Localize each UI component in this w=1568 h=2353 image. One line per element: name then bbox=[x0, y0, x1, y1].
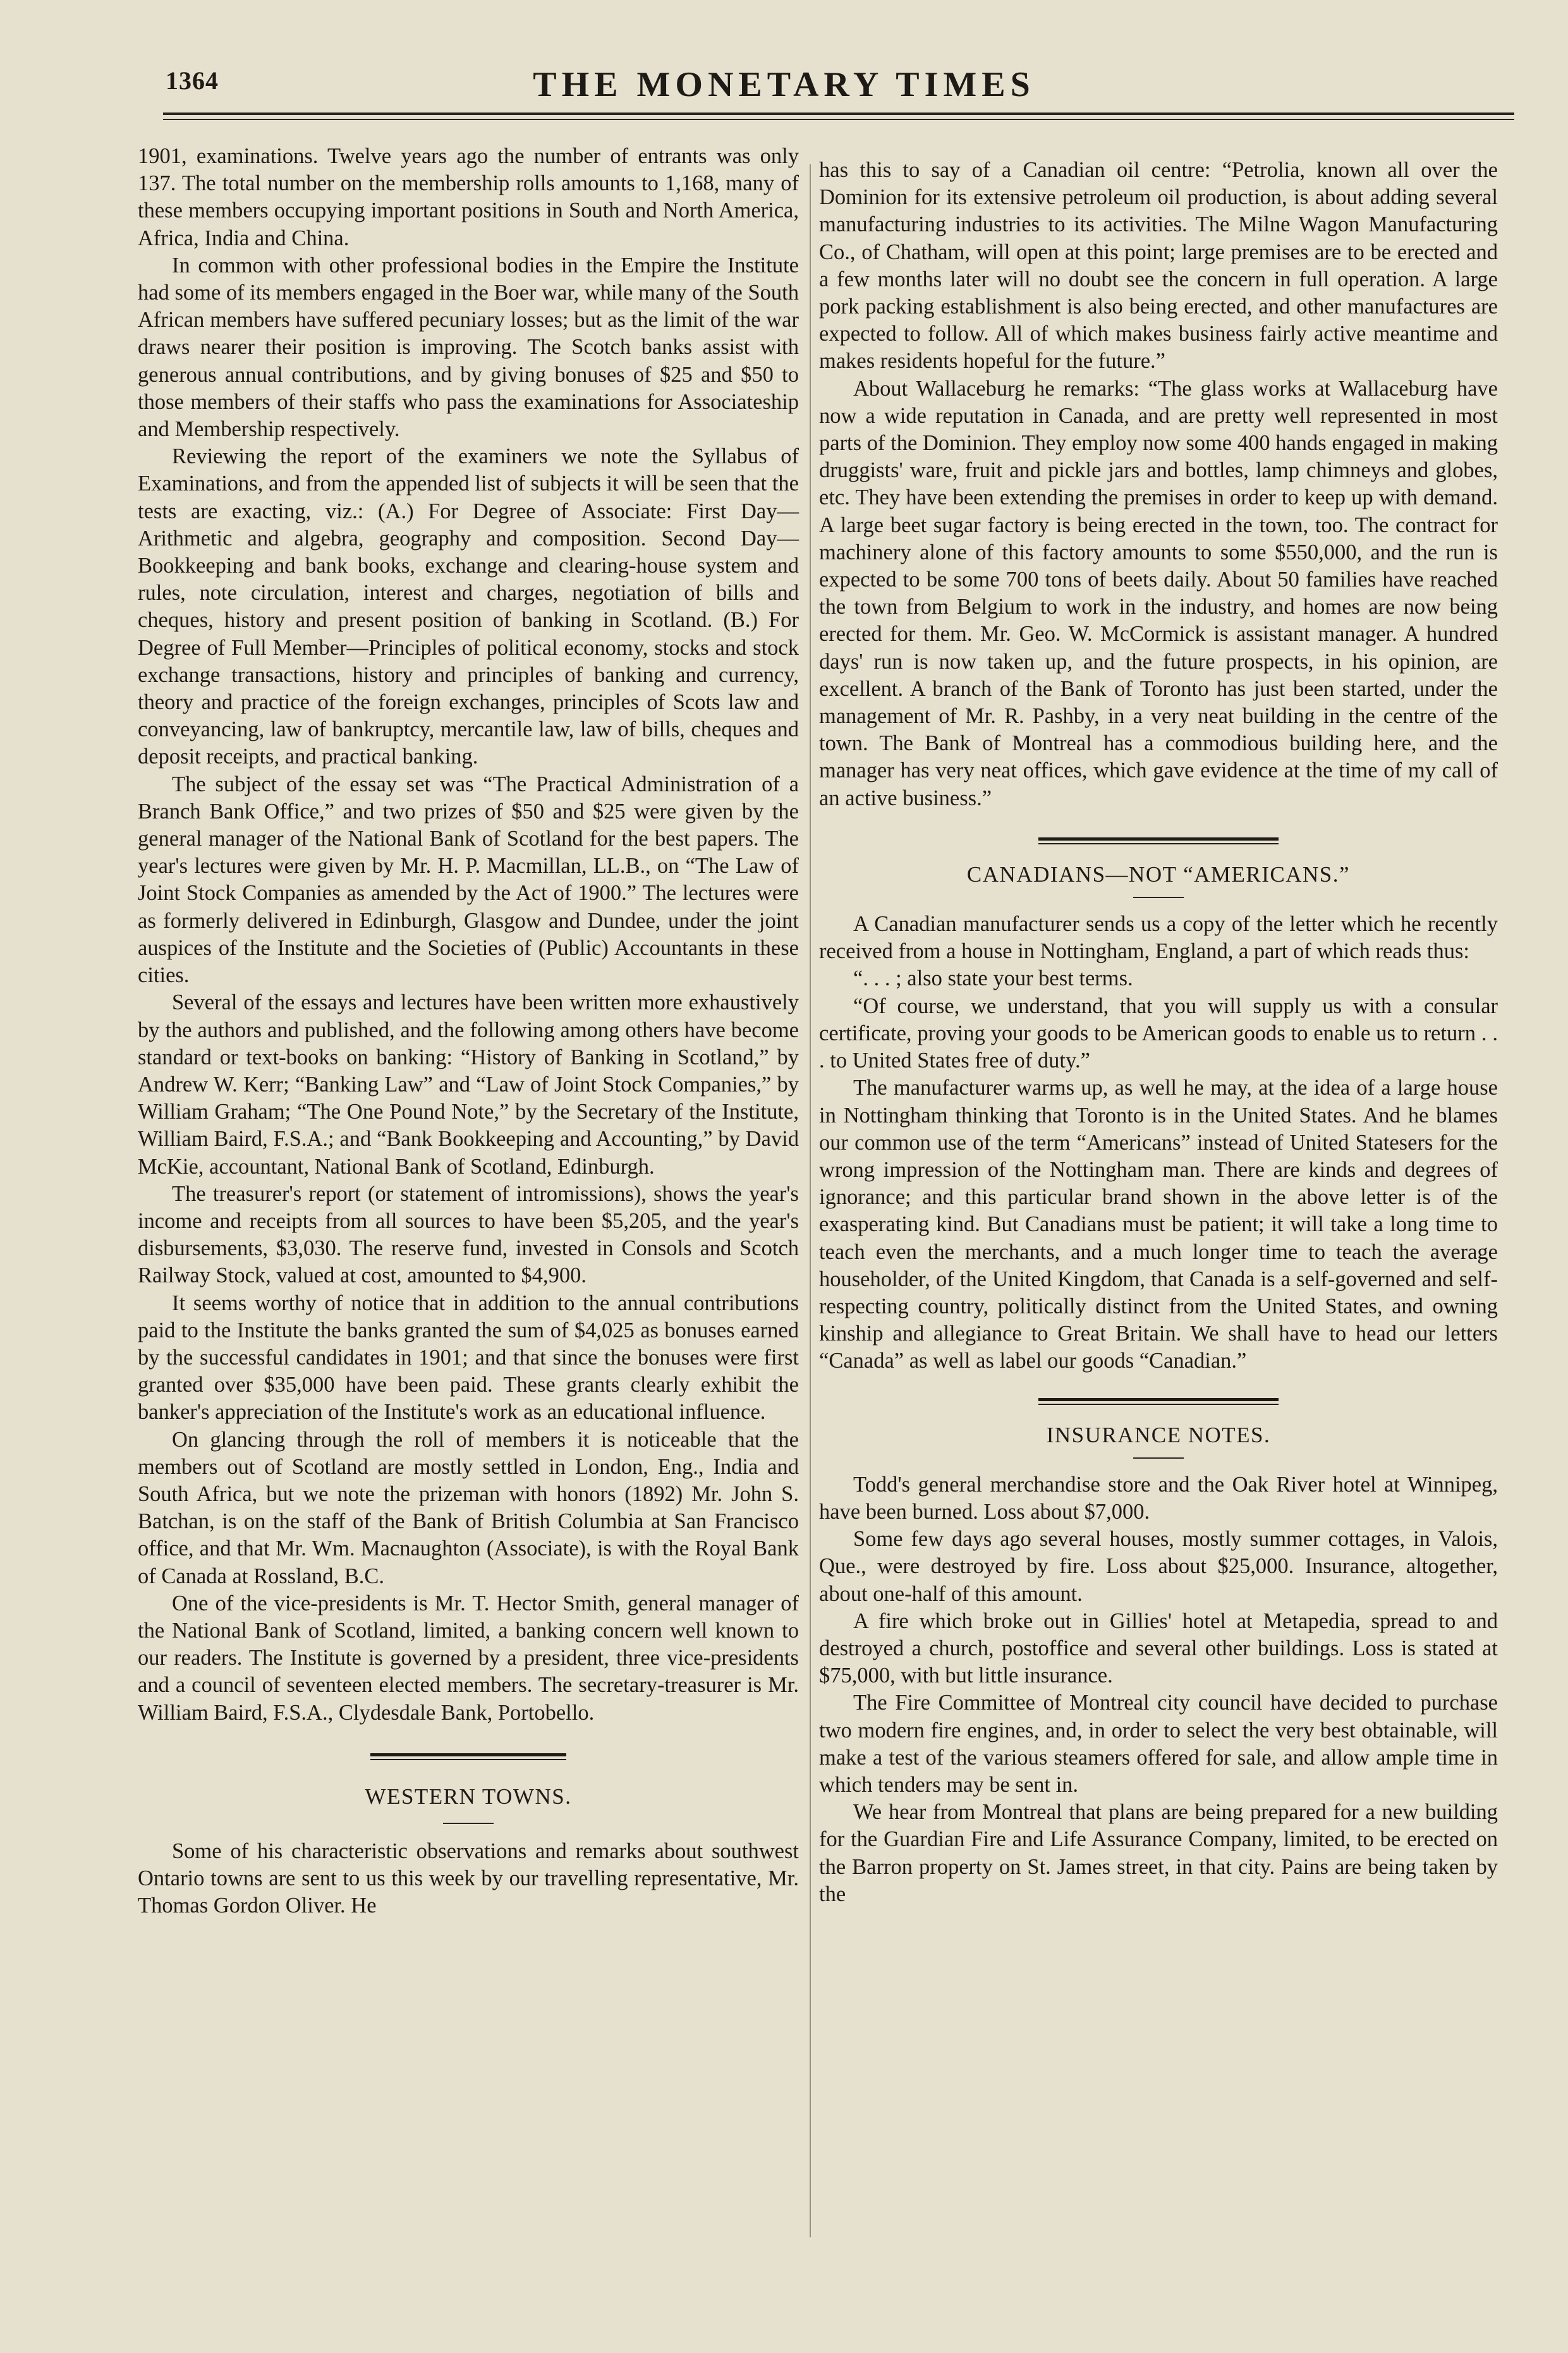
article-paragraph: About Wallaceburg he remarks: “The glass works at Wallaceburg have now a wide reputation in Canada, and are pretty well represented in most parts of the Dominion. They employ now some 400 hands engaged in making druggists' ware, fruit and pickle jars and bottles, lamp chimneys and globes, etc. They have been extending the premises in order to keep up with demand. A large beet sugar factory is being erected in the town, too. The contract for machinery alone of this factory amounts to some $550,000, and the run is expected to be some 700 tons of beets daily. About 50 families have reached the town from Belgium to work in the industry, and homes are now being erected for them. Mr. Geo. W. McCormick is assistant manager. A hundred days' run is now taken up, and the future prospects, in his opinion, are excellent. A branch of the Bank of Toronto has just been started, under the management of Mr. R. Pashby, in a very neat building in the centre of the town. The Bank of Montreal has a commodious building here, and the manager has very neat offices, which gave evidence at the time of my call of an active business.” bbox=[819, 376, 1498, 810]
article-paragraph: The treasurer's report (or statement of intromissions), shows the year's income and receipts from all sources to have been $5,205, and the year's disbursements, $3,030. The reserve fund, invested in Consols and Scotch Railway Stock, valued at cost, amounted to $4,900. bbox=[138, 1181, 799, 1288]
article-paragraph: Some of his characteristic observations and remarks about southwest Ontario towns are sent to us this week by our travelling representative, Mr. Thomas Gordon Oliver. He bbox=[138, 1839, 799, 1918]
article-paragraph: Reviewing the report of the examiners we note the Syllabus of Examinations, and from the appended list of subjects it will be seen that the tests are exacting, viz.: (A.) For Degree of Associate: First Day—Arithmetic and algebra, geography and composition. Second Day—Bookkeeping and bank books, exchange and clearing-house system and rules, note circulation, interest and charges, negotiation of bills and cheques, history and present position of banking in Scotland. (B.) For Degree of Full Member—Principles of political economy, stocks and stock exchange transactions, history and principles of banking and currency, theory and practice of the foreign exchanges, principles of Scots law and conveyancing, law of bankruptcy, mercantile law, law of bills, cheques and deposit receipts, and practical banking. bbox=[138, 444, 799, 769]
column-divider bbox=[810, 164, 811, 2237]
article-paragraph: Several of the essays and lectures have been written more exhaustively by the authors and published, and the following among others have become standard or text-books on banking: “History of Banking in Scotland,” by Andrew W. Kerr; “Banking Law” and “Law of Joint Stock Companies,” by William Graham; “The One Pound Note,” by the Secretary of the Institute, William Baird, F.S.A.; and “Bank Bookkeeping and Accounting,” by David McKie, accountant, National Bank of Scotland, Edinburgh. bbox=[138, 990, 799, 1179]
article-paragraph: In common with other professional bodies in the Empire the Institute had some of its members engaged in the Boer war, while many of the South African members have suffered pecuniary losses; but as the limit of the war draws nearer their position is improving. The Scotch banks assist with generous annual contributions, and by giving bonuses of $25 and $50 to those members of their staffs who pass the examinations for Associateship and Membership respectively. bbox=[138, 253, 799, 442]
header-rule bbox=[163, 112, 1514, 115]
article-paragraph: “Of course, we understand, that you will supply us with a consular certificate, proving your goods to be American goods to enable us to return . . . to United States free of duty.” bbox=[819, 994, 1498, 1073]
article-paragraph: One of the vice-presidents is Mr. T. Hector Smith, general manager of the National Bank of Scotland, limited, a banking concern well known to our readers. The Institute is governed by a president, three vice-presidents and a council of seventeen elected members. The secretary-treasurer is Mr. William Baird, F.S.A., Clydesdale Bank, Portobello. bbox=[138, 1591, 799, 1725]
article-paragraph: On glancing through the roll of members it is noticeable that the members out of Scotland are mostly settled in London, Eng., India and South Africa, but we note the prizeman with honors (1892) Mr. John S. Batchan, is on the staff of the Bank of British Columbia at San Francisco office, and that Mr. Wm. Macnaughton (Associate), is with the Royal Bank of Canada at Rossland, B.C. bbox=[138, 1427, 799, 1588]
article-paragraph: Some few days ago several houses, mostly summer cottages, in Valois, Que., were destroyed by fire. Loss about $25,000. Insurance, altogether, about one-half of this amount. bbox=[819, 1527, 1498, 1606]
section-heading-insurance: INSURANCE NOTES. bbox=[1046, 1422, 1271, 1447]
article-paragraph: Todd's general merchandise store and the Oak River hotel at Winnipeg, have been burned. Loss about $7,000. bbox=[819, 1472, 1498, 1524]
article-paragraph: The manufacturer warms up, as well he may, at the idea of a large house in Nottingham thinking that Toronto is in the United States. And he blames our common use of the term “Americans” instead of United Statesers for the wrong impression of the Nottingham man. There are kinds and degrees of ignorance; and this particular brand shown in the above letter is of the exasperating kind. But Canadians must be patient; it will take a long time to teach even the merchants, and a much longer time to teach the average householder, of the United Kingdom, that Canada is a self-governed and self-respecting country, politically distinct from the United States, and owning kinship and allegiance to Great Britain. We shall have to head our letters “Canada” as well as label our goods “Canadian.” bbox=[819, 1076, 1498, 1373]
article-paragraph: “. . . ; also state your best terms. bbox=[853, 966, 1133, 991]
article-paragraph: It seems worthy of notice that in addition to the annual contributions paid to the Institute the banks granted the sum of $4,025 as bonuses earned by the successful candidates in 1901; and that since the bonuses were first granted over $35,000 have been paid. These grants clearly exhibit the banker's appreciation of the Institute's work as an educational influence. bbox=[138, 1291, 799, 1425]
article-paragraph: The Fire Committee of Montreal city council have decided to purchase two modern fire engines, and, in order to select the very best obtainable, will make a test of the various steamers offered for sale, and allow ample time in which tenders may be sent in. bbox=[819, 1691, 1498, 1797]
header-rule-thin bbox=[163, 119, 1514, 120]
page-number: 1364 bbox=[166, 66, 219, 95]
article-paragraph: The subject of the essay set was “The Practical Administration of a Branch Bank Office,” and two prizes of $50 and $25 were given by the general manager of the National Bank of Scotland for the best papers. The year's lectures were given by Mr. H. P. Macmillan, LL.B., on “The Law of Joint Stock Companies as amended by the Act of 1900.” The lectures were as formerly delivered in Edinburgh, Glasgow and Dundee, under the joint auspices of the Institute and the Societies of (Public) Accountants in these cities. bbox=[138, 772, 799, 988]
article-paragraph: A fire which broke out in Gillies' hotel at Metapedia, spread to and destroyed a church, postoffice and several other buildings. Loss is stated at $75,000, with but little insurance. bbox=[819, 1608, 1498, 1688]
article-paragraph: A Canadian manufacturer sends us a copy of the letter which he recently received from a house in Nottingham, England, a part of which reads thus: bbox=[819, 912, 1498, 964]
article-paragraph: 1901, examinations. Twelve years ago the number of entrants was only 137. The total number on the membership rolls amounts to 1,168, many of these members occupying important positions in South and North America, Africa, India and China. bbox=[138, 144, 799, 250]
masthead-title: THE MONETARY TIMES bbox=[533, 65, 1035, 104]
left-column bbox=[138, 143, 799, 1920]
section-heading-western-towns: WESTERN TOWNS. bbox=[365, 1784, 572, 1809]
section-heading-canadians: CANADIANS—NOT “AMERICANS.” bbox=[966, 861, 1351, 887]
right-column bbox=[819, 157, 1498, 1908]
article-paragraph: We hear from Montreal that plans are being prepared for a new building for the Guardian Fire and Life Assurance Company, limited, to be erected on the Barron property on St. James street, in that city. Pains are being taken by the bbox=[819, 1800, 1498, 1906]
article-paragraph: has this to say of a Canadian oil centre: “Petrolia, known all over the Dominion for its extensive petroleum oil production, is about adding several manufacturing industries to its activities. The Milne Wagon Manufacturing Co., of Chatham, will open at this point; large premises are to be erected and a few months later will no doubt see the concern in full operation. A large pork packing establishment is also being erected, and other manufactures are expected to follow. All of which makes business fairly active meantime and makes residents hopeful for the future.” bbox=[819, 158, 1498, 374]
